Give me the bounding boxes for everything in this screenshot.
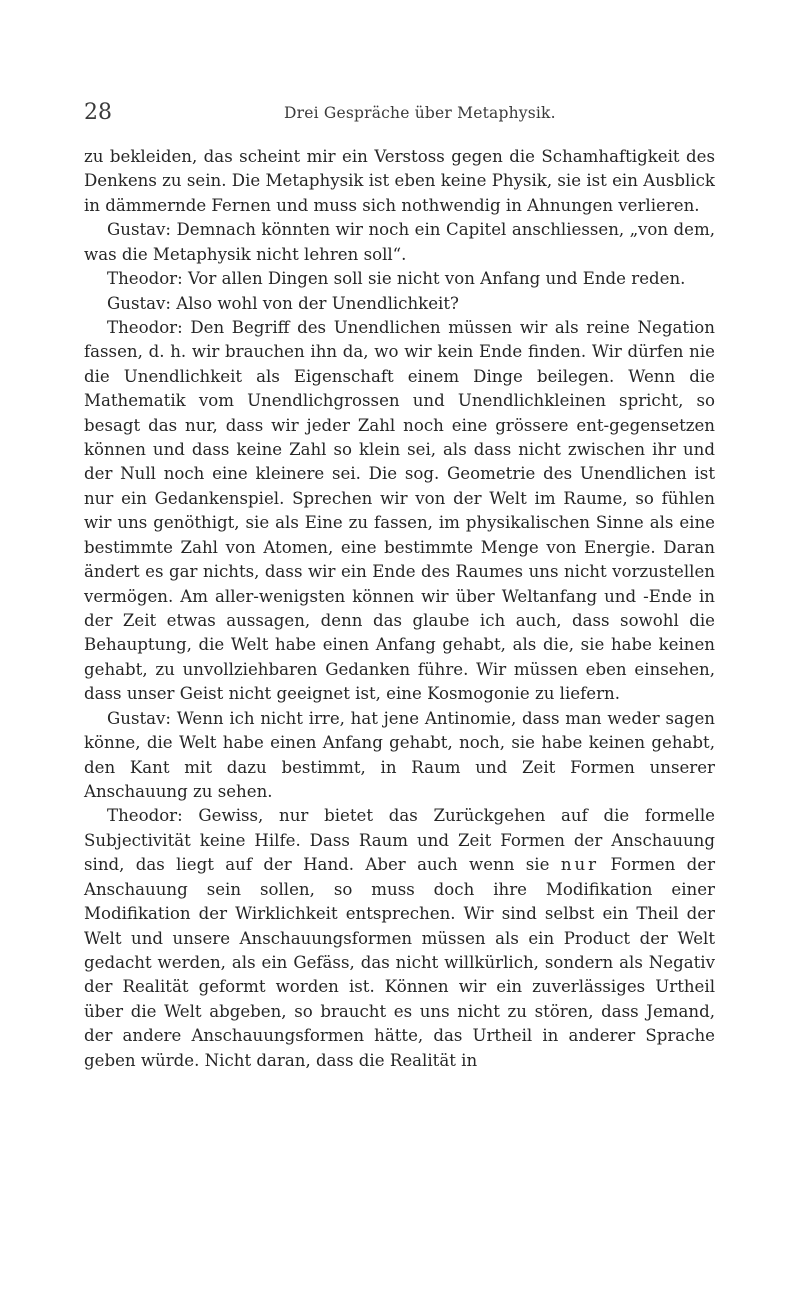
paragraph-gustav-capitel: Gustav: Demnach könnten wir noch ein Capitel anschliessen, „von dem, was die Metaphysik nicht lehren soll“. (84, 220, 715, 264)
paragraph-theodor-subjectivitaet (84, 804, 715, 1073)
page-header (84, 98, 704, 128)
paragraph-continuation: zu bekleiden, das scheint mir ein Verstoss gegen die Schamhaftigkeit des Denkens zu sein. Die Metaphysik ist eben keine Physik, sie ist ein Ausblick in dämmernde Fernen und muss sich nothwendig in Ahnungen verlieren. (84, 147, 715, 215)
paragraph-gustav-unendlichkeit: Gustav: Also wohl von der Unendlichkeit? (107, 293, 459, 313)
emphasis-word: nur (560, 855, 600, 875)
paragraph-theodor-begriff: Theodor: Den Begriff des Unendlichen müssen wir als reine Negation fassen, d. h. wir brauchen ihn da, wo wir kein Ende finden. Wir dürfen nie die Unendlichkeit als Eigenschaft einem Dinge beilegen. Wenn die Mathematik vom Unendlichgrossen und Unendlichkleinen spricht, so besagt das nur, dass wir jeder Zahl noch eine grössere ent-gegensetzen können und dass keine Zahl so klein sei, als dass nicht zwischen ihr und der Null noch eine kleinere sei. Die sog. Geometrie des Unendlichen ist nur ein Gedankenspiel. Sprechen wir von der Welt im Raume, so fühlen wir uns genöthigt, sie als Eine zu fassen, im physikalischen Sinne als eine bestimmte Zahl von Atomen, eine bestimmte Menge von Energie. Daran ändert es gar nichts, dass wir ein Ende des Raumes uns nicht vorzustellen vermögen. Am aller-wenigsten können wir über Weltanfang und -Ende in der Zeit etwas aussagen, denn das glaube ich auch, dass sowohl die Behauptung, die Welt habe einen Anfang gehabt, als die, sie habe keinen gehabt, zu unvollziehbaren Gedanken führe. Wir müssen eben einsehen, dass unser Geist nicht geeignet ist, eine Kosmogonie zu liefern. (84, 317, 715, 704)
running-title: Drei Gespräche über Metaphysik. (284, 104, 556, 122)
text-body (84, 145, 715, 1073)
paragraph-gustav-antinomie: Gustav: Wenn ich nicht irre, hat jene Antinomie, dass man weder sagen könne, die Welt habe einen Anfang gehabt, noch, sie habe keinen gehabt, den Kant mit dazu bestimmt, in Raum und Zeit Formen unserer Anschauung zu sehen. (84, 708, 715, 801)
paragraph-text-after: Formen der Anschauung sein sollen, so muss doch ihre Modifikation einer Modifikation der Wirklichkeit entsprechen. Wir sind selbst ein Theil der Welt und unsere Anschauungsformen müssen als ein Product der Welt gedacht werden, als ein Gefäss, das nicht willkürlich, sondern als Negativ der Realität geformt worden ist. Können wir ein zuverlässiges Urtheil über die Welt abgeben, so braucht es uns nicht zu stören, dass Jemand, der andere Anschauungsformen hätte, das Urtheil in anderer Sprache geben würde. Nicht daran, dass die Realität in (84, 855, 715, 1070)
page-number: 28 (84, 100, 112, 125)
paragraph-theodor-anfang-ende: Theodor: Vor allen Dingen soll sie nicht von Anfang und Ende reden. (107, 269, 686, 289)
paragraph-text-before: Theodor: Gewiss, nur bietet das Zurückgehen auf die formelle Subjectivität keine Hilfe. Dass Raum und Zeit Formen der Anschauung sind, das liegt auf der Hand. Aber auch wenn sie (84, 806, 715, 875)
